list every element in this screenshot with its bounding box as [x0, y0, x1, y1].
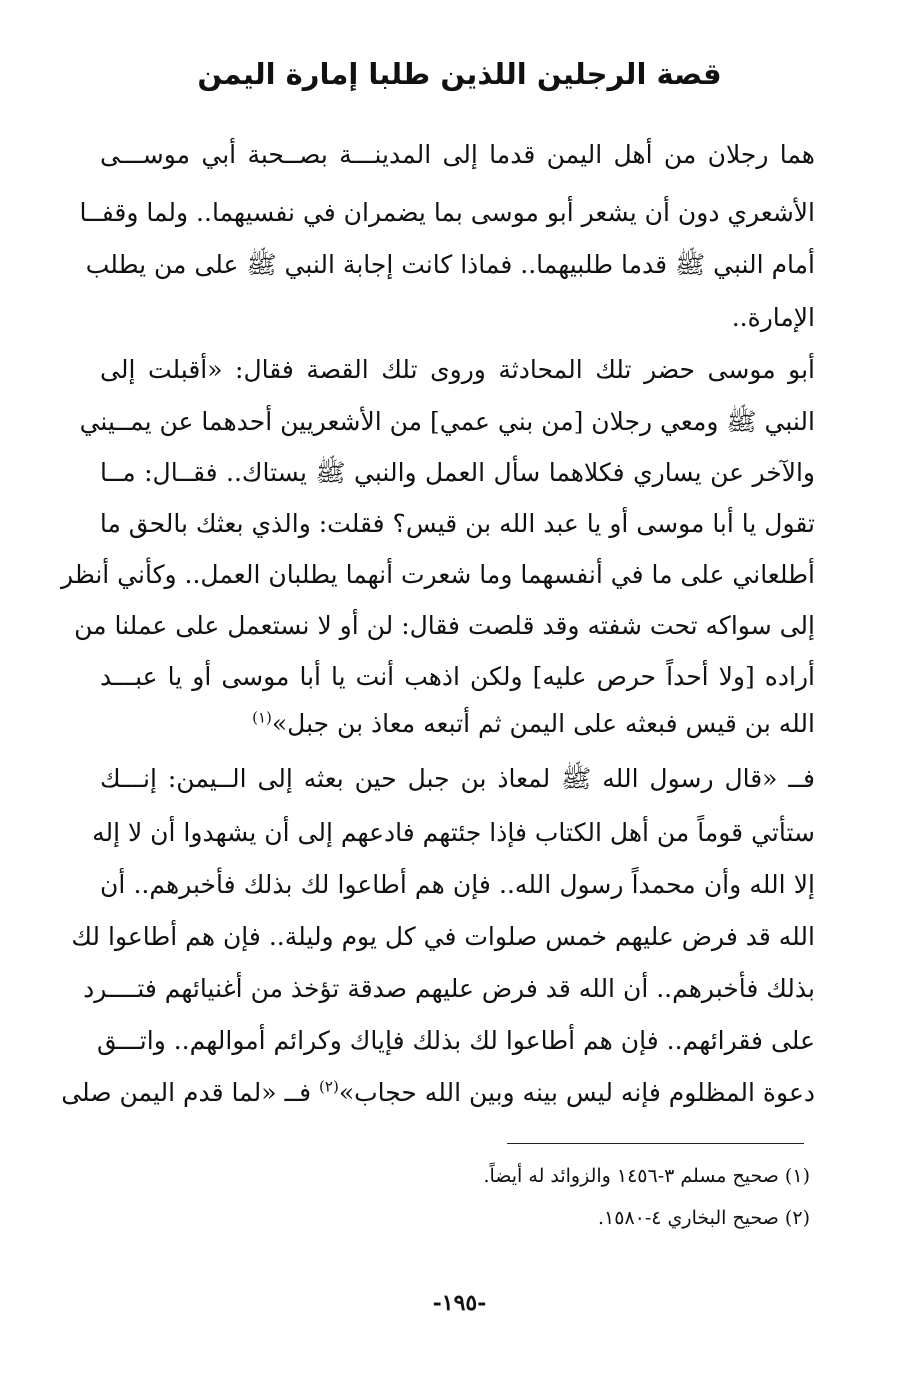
- text-line: فــ «قال رسول الله ﷺ لمعاذ بن جبل حين بعثه إلى الــيمن: إنـــك: [100, 764, 815, 793]
- text-line: بذلك فأخبرهم.. أن الله قد فرض عليهم صدقة تؤخذ من أغنيائهم فتــــرد: [83, 974, 815, 1003]
- footnote-1: (١) صحيح مسلم ٣-١٤٥٦ والزوائد له أيضاً.: [483, 1165, 810, 1187]
- text-segment: فــ «لما قدم اليمن صلى: [61, 1078, 320, 1107]
- text-segment: الله بن قيس فبعثه على اليمن ثم أتبعه معاذ بن جبل»: [271, 709, 815, 738]
- text-line: تقول يا أبا موسى أو يا عبد الله بن قيس؟ فقلت: والذي بعثك بالحق ما: [99, 509, 815, 538]
- footnote-2: (٢) صحيح البخاري ٤-١٥٨٠.: [598, 1207, 810, 1229]
- text-line: أبو موسى حضر تلك المحادثة وروى تلك القصة فقال: «أقبلت إلى: [100, 355, 815, 384]
- text-line: هما رجلان من أهل اليمن قدما إلى المدينـــة بصــحبة أبي موســـى: [100, 140, 815, 169]
- page-number: -١٩٥-: [432, 1290, 487, 1316]
- text-line: إلى سواكه تحت شفته وقد قلصت فقال: لن أو لا نستعمل على عملنا من: [74, 611, 815, 640]
- text-segment: دعوة المظلوم فإنه ليس بينه وبين الله حجاب»: [338, 1078, 815, 1107]
- text-line: الله قد فرض عليهم خمس صلوات في كل يوم وليلة.. فإن هم أطاعوا لك: [71, 922, 815, 951]
- text-line: الأشعري دون أن يشعر أبو موسى بما يضمران في نفسيهما.. ولما وقفــا: [79, 198, 815, 227]
- text-line: النبي ﷺ ومعي رجلان [من بني عمي] من الأشعريين أحدهما عن يمــيني: [79, 407, 815, 436]
- footnote-ref-1: (١): [252, 708, 272, 727]
- text-line: إلا الله وأن محمداً رسول الله.. فإن هم أطاعوا لك بذلك فأخبرهم.. أن: [100, 870, 815, 899]
- text-line: أمام النبي ﷺ قدما طلبيهما.. فماذا كانت إجابة النبي ﷺ على من يطلب: [85, 250, 815, 279]
- text-line: ستأتي قوماً من أهل الكتاب فإذا جئتهم فادعهم إلى أن يشهدوا أن لا إله: [92, 818, 815, 847]
- text-line: أراده [ولا أحداً حرص عليه] ولكن اذهب أنت يا أبا موسى أو يا عبـــد: [100, 662, 815, 691]
- text-line: [100, 695, 815, 753]
- text-line: والآخر عن يساري فكلاهما سأل العمل والنبي ﷺ يستاك.. فقــال: مــا: [100, 458, 815, 487]
- chapter-title: قصة الرجلين اللذين طلبا إمارة اليمن: [197, 57, 722, 91]
- text-line: [61, 1064, 815, 1122]
- text-line: على فقرائهم.. فإن هم أطاعوا لك بذلك فإياك وكرائم أموالهم.. واتـــق: [96, 1026, 815, 1055]
- text-line: الإمارة..: [731, 303, 815, 332]
- text-line: أطلعاني على ما في أنفسهما وما شعرت أنهما يطلبان العمل.. وكأني أنظر: [61, 560, 815, 589]
- footnote-ref-2: (٢): [319, 1077, 339, 1096]
- footnote-separator: [507, 1143, 804, 1144]
